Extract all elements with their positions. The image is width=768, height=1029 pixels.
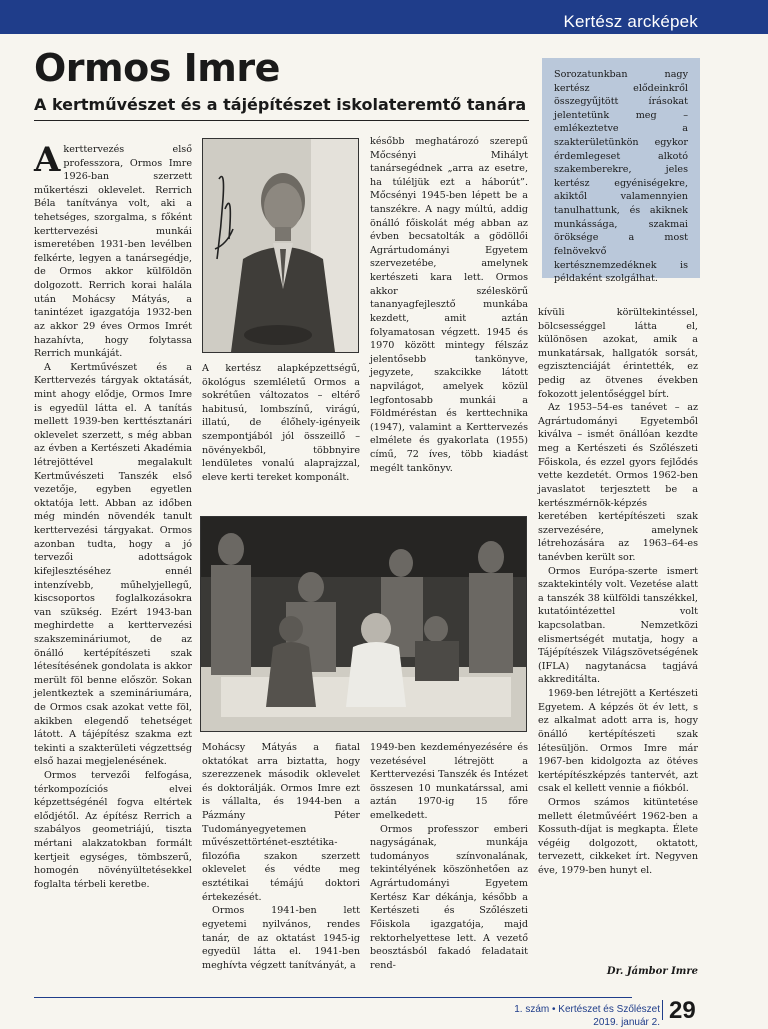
drop-cap: A [34,145,60,175]
column-1 [34,143,192,892]
title-divider [34,120,529,121]
series-intro-box: Sorozatunkban nagy kertész elődeinkről összegyűjtött írásokat jelentetünk meg – emlékeztetve a szakterületünkön egykor érdemlegeset alkotó szakemberekre, jeles kertész egyéniségekre, akiktől valamennyien tanulhattunk, és akiknek munkássága, szakmai öröksége a most felnövekvő kertésznemzedéknek is példaként szolgálhat. [542,58,700,278]
column-4 [538,306,698,878]
paragraph: Ormos számos kitüntetése mellett életművéért 1962-ben a Kossuth-díjat is megkapta. Élete végéig dolgozott, oktatott, tervezett, cikkeket írt. Negyven éve, 1979-ben hunyt el. [538,796,698,878]
footer-date: 2019. január 2. [490,1017,660,1029]
page-number: 29 [669,997,696,1025]
column-2-bottom [202,741,360,972]
portrait-illustration [203,139,358,352]
paragraph: Akerttervezés első professzora, Ormos Imre 1926-ban szerzett műkertészi oklevelet. Rerrich Béla tanítványa volt, aki a tehetséges, szorgalma, s főként kerttervezési munkái ismeretében 1931-ben levélben felkérte, legyen a tanársegédje, de Ormos akkor külföldön dolgozott. Rerrich korai halála után Mohácsy Mátyás, a tanintézet igazgatója 1932-ben az akkor 29 éves Ormos Imrét hazahívta, hogy folytassa Rerrich munkáját. [34,143,192,361]
article-author: Dr. Jámbor Imre [607,966,698,977]
article-title: Ormos Imre [34,46,280,90]
photo-caption: A kertész alapképzettségű, ökológus szemléletű Ormos a sokrétűen változatos – eltérő habitusú, lombszínű, virágú, illatú, de élőhely-igényeik szempontjából jól összeillő – növényekből, többnyire lendületes vonalú alaprajzzal, eleve kerti tereket komponált. [202,362,360,484]
footer-issue-line: 1. szám • Kertészet és Szőlészet [490,1004,660,1017]
article-subtitle: A kertművészet és a tájépítészet iskolateremtő tanára [34,95,526,114]
footer-divider [34,997,632,998]
paragraph: kívüli körültekintéssel, bölcsességgel látta el, különösen azokat, amik a munkatársak, hallgatók sorsát, egzisztenciáját érintették, ez pedig az ötvenes években fokozott jelentőséggel bírt. [538,306,698,401]
footer-separator [662,1000,663,1020]
paragraph: Mohácsy Mátyás a fiatal oktatókat arra biztatta, hogy szerezzenek második oklevelet és doktorálják. Ormos Imre ezt is vállalta, és 1944-ben a Pázmány Péter Tudományegyetemen művészettörténet-esztétika-filozófia szakon szerzett oklevelet és védte meg esztétikai témájú doktori értekezését. [202,741,360,904]
paragraph: Az 1953–54-es tanévet – az Agrártudományi Egyetemből kiválva – ismét önállóan kezdte meg a Kertészeti és Szőlészeti Főiskola, és ezzel gyors fejlődés vette kezdetét. Ormos 1962-ben javaslatot terjesztett be a kertészmérnök-képzés keretében kertépítészeti szak szervezésére, amelynek létrehozására az 1963–64-es tanévben került sor. [538,401,698,564]
paragraph: 1969-ben létrejött a Kertészeti Egyetem. A képzés öt év lett, s ez alkalmat adott arra is, hogy önálló kertépítészeti szak létesüljön. Ormos Imre már 1967-ben kidolgozta az ötéves kertépítészképzés tantervét, azt csak el kellett vennie a fiókból. [538,687,698,796]
paragraph: Ormos 1941-ben lett egyetemi nyilvános, rendes tanár, de az oktatást 1945-ig egyedül látta el. 1941-ben meghívta végzett tanítványát, a [202,904,360,972]
paragraph: A Kertművészet és a Kerttervezés tárgyak oktatását, mint ahogy elődje, Ormos Imre is egyedül látta el. A tanítás mellett 1939-ben kerttésztanári oklevelet szerzett, s még abban az évben a Kertészeti Akadémia létrejöttével megalakult Kertművészeti Tanszék első vezetője, egyben egyetlen oktatója lett. Abban az időben még mindén növendék tanult kerttervezési tárgyakat. Ormos azonban tudta, hogy a jó tervezői adottságok kifejlesztéséhez ennél intenzívebb, műhelyjellegű, kiscsoportos foglalkozásokra van szükség. Ezért 1943-ban meghirdette a kerttervezési szakszemináriumot, de az önálló kertépítészeti szak létesítésének gondolata is akkor merült föl benne először. Sokan jelentkeztek a szemináriumára, de Ormos csak azokat vette föl, akikben elegendő tehetséget látott. A tájépítész szakma ezt tekinti a szakterületi végzettség első hazai megjelenésének. [34,361,192,769]
column-3-bottom [370,741,528,972]
portrait-photo [202,138,359,353]
group-photo [200,516,527,732]
section-label: Kertész arcképek [563,12,698,32]
group-illustration [201,517,526,731]
paragraph: 1949-ben kezdeményezésére és vezetésével létrejött a Kerttervezési Tanszék és Intézet összesen 10 munkatárssal, ami aztán 1970-ig 15 főre emelkedett. [370,741,528,823]
footer-issue [490,1004,660,1029]
paragraph: Ormos professzor emberi nagyságának, munkája tudományos színvonalának, tekintélyének köszönhetően az Agrártudományi Egyetem Kertész Kar dékánja, később a Kertészeti és Szőlészeti Főiskola igazgatója, majd rektorhelyettese lett. A vezető beosztásból fakadó feladatait rend- [370,823,528,973]
paragraph: Ormos tervezői felfogása, térkompozíciós elvei képzettségénél fogva eltértek elődjétől. Az építész Rerrich a szabályos geometriájú, tiszta mértani alakzatokban formált kertjeit egységes, tömbszerű, homogén növényültetésekkel foglalta térbeli keretbe. [34,769,192,891]
paragraph: Ormos Európa-szerte ismert szaktekintély volt. Vezetése alatt a tanszék 38 külföldi tanszékkel, kutatóintézettel volt kapcsolatban. Nemzetközi elismertségét mutatja, hogy a Tájépítészek Világszövetségének (IFLA) nagytanácsa tagjává akkreditálta. [538,565,698,687]
paragraph: később meghatározó szerepű Mőcsényi Mihályt tanársegédnek „arra az esetre, ha túléljük ezt a háborút”. Mőcsényi 1945-ben lépett be a tanszékre. A nagy múltú, addig önálló főiskolát még abban az évben becsatolták a gödöllői Agrártudományi Egyetem szervezetébe, amelynek kertészeti kara lett. Ormos akkor széleskörű tananyagfejlesztő munkába kezdett, amit aztán folyamatosan végzett. 1945 és 1970 között mintegy félszáz jelentősebb tankönyve, jegyzete, szakcikke látott napvilágot, amelyek közül legfontosabb munkái a Földméréstan és kerttechnika (1947), valamint a Kerttervezés elmélete és gyakorlata (1955) című, 72 íves, több kiadást megélt tankönyv. [370,135,528,475]
column-3-top [370,135,528,475]
